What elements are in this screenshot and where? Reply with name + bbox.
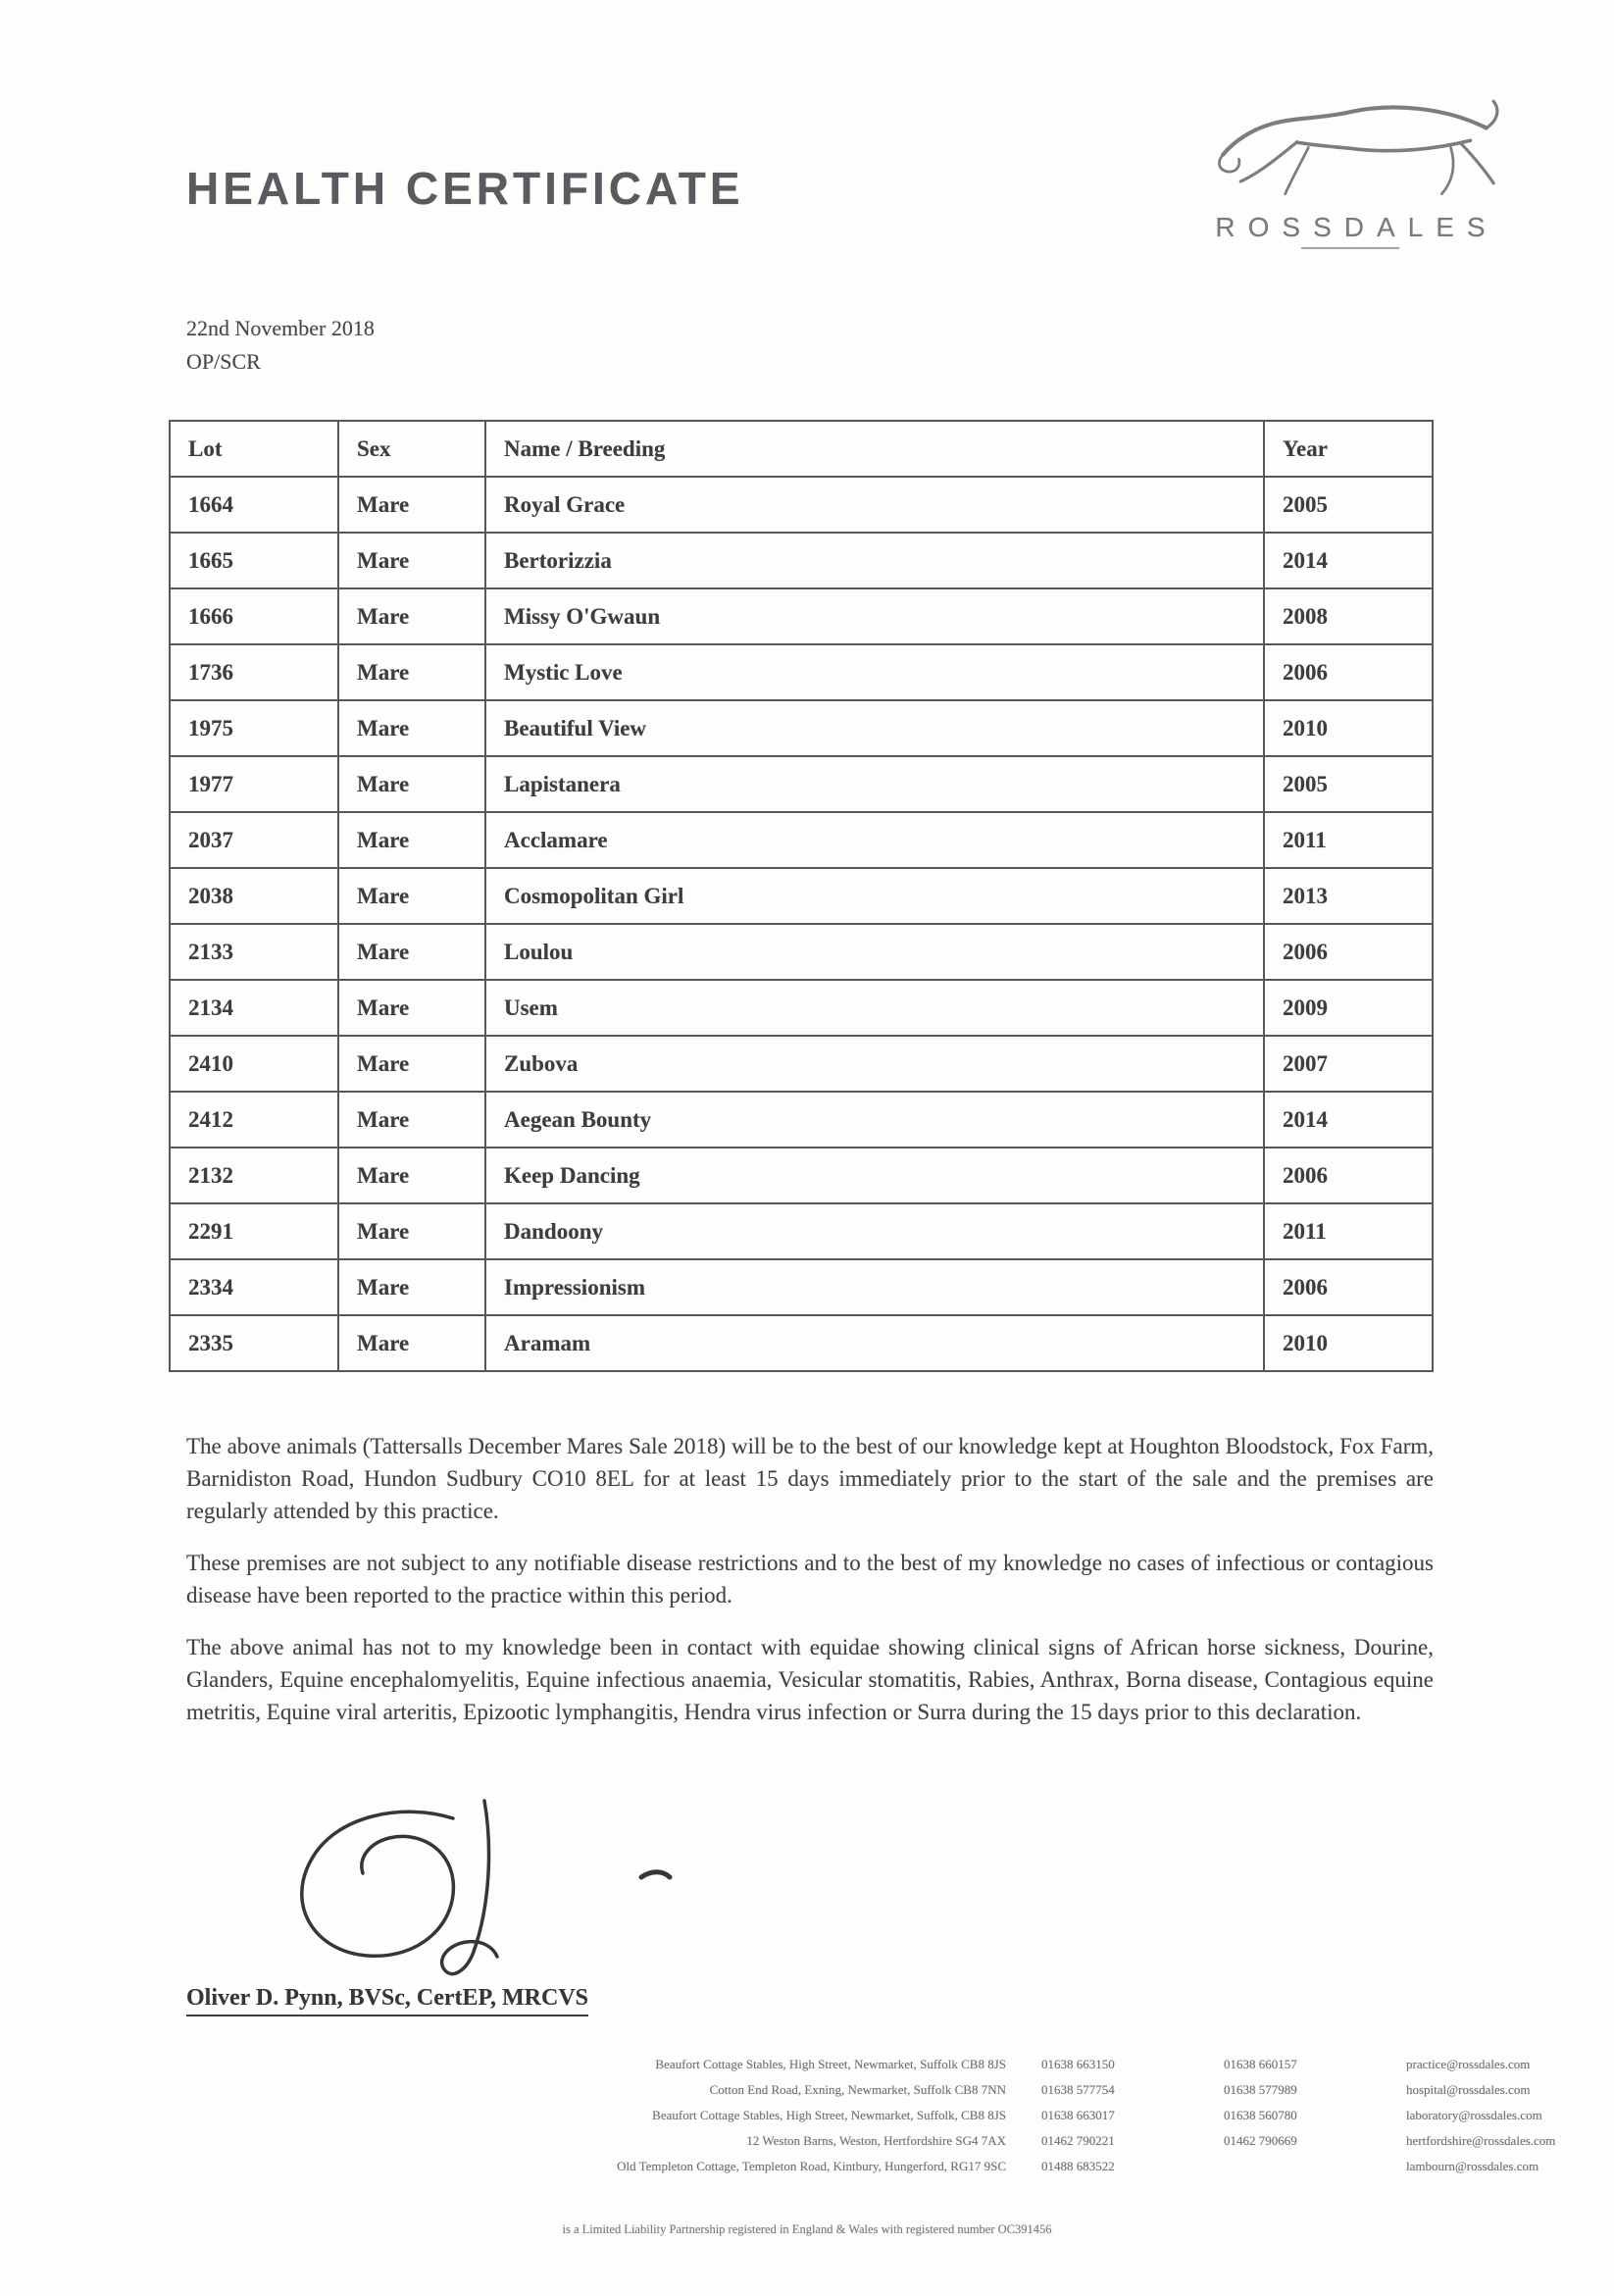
table-cell: 1665 xyxy=(170,533,338,588)
table-cell: Bertorizzia xyxy=(485,533,1264,588)
table-cell: 2013 xyxy=(1264,868,1433,924)
horse-sketch-icon xyxy=(1188,94,1512,210)
table-cell: Dandoony xyxy=(485,1203,1264,1259)
footer-email: practice@rossdales.com xyxy=(1406,2057,1531,2071)
footer-location-row xyxy=(251,2154,1565,2179)
table-cell: Cosmopolitan Girl xyxy=(485,868,1264,924)
footer-fax: 01638 560780 xyxy=(1224,2108,1297,2122)
table-cell: 2007 xyxy=(1264,1036,1433,1092)
column-header-lot: Lot xyxy=(170,421,338,477)
table-cell: 2334 xyxy=(170,1259,338,1315)
table-cell: 2038 xyxy=(170,868,338,924)
table-cell: 1975 xyxy=(170,700,338,756)
footer-telephone: 01488 683522 xyxy=(1041,2159,1115,2173)
table-cell: 2335 xyxy=(170,1315,338,1371)
table-cell: Mare xyxy=(338,812,485,868)
table-cell: 1977 xyxy=(170,756,338,812)
registration-note: is a Limited Liability Partnership registered in England & Wales with registered number OC391456 xyxy=(562,2222,1052,2236)
table-cell: Mystic Love xyxy=(485,644,1264,700)
table-cell: Mare xyxy=(338,1092,485,1148)
table-row xyxy=(170,1259,1433,1315)
table-cell: 2410 xyxy=(170,1036,338,1092)
table-row xyxy=(170,924,1433,980)
table-cell: 2005 xyxy=(1264,477,1433,533)
table-cell: 2412 xyxy=(170,1092,338,1148)
horse-table-body xyxy=(170,477,1433,1371)
page-title: HEALTH CERTIFICATE xyxy=(186,163,744,214)
table-row xyxy=(170,533,1433,588)
table-cell: 2014 xyxy=(1264,1092,1433,1148)
footer-location-row xyxy=(251,2103,1565,2128)
column-header-name-breeding: Name / Breeding xyxy=(485,421,1264,477)
table-cell: Mare xyxy=(338,868,485,924)
table-cell: Mare xyxy=(338,477,485,533)
table-cell: 2006 xyxy=(1264,924,1433,980)
table-row xyxy=(170,477,1433,533)
footer-address: 12 Weston Barns, Weston, Hertfordshire SG4 7AX xyxy=(746,2133,1006,2148)
table-cell: 2037 xyxy=(170,812,338,868)
table-cell: 2005 xyxy=(1264,756,1433,812)
table-cell: 2009 xyxy=(1264,980,1433,1036)
footer-telephone: 01638 663017 xyxy=(1041,2108,1115,2122)
table-cell: 1664 xyxy=(170,477,338,533)
practice-logo xyxy=(1188,94,1512,249)
footer-telephone: 01638 577754 xyxy=(1041,2082,1115,2097)
table-row xyxy=(170,756,1433,812)
footer xyxy=(251,2052,1565,2179)
table-cell: 2132 xyxy=(170,1148,338,1203)
table-cell: Impressionism xyxy=(485,1259,1264,1315)
footer-address: Old Templeton Cottage, Templeton Road, Kintbury, Hungerford, RG17 9SC xyxy=(617,2159,1006,2173)
footer-email: hospital@rossdales.com xyxy=(1406,2082,1531,2097)
table-row xyxy=(170,1203,1433,1259)
table-cell: 1736 xyxy=(170,644,338,700)
table-cell: 2011 xyxy=(1264,1203,1433,1259)
declaration-text xyxy=(186,1430,1434,1728)
certificate-date: 22nd November 2018 xyxy=(186,316,375,340)
table-cell: Loulou xyxy=(485,924,1264,980)
table-cell: 2134 xyxy=(170,980,338,1036)
table-cell: Mare xyxy=(338,1203,485,1259)
table-cell: Mare xyxy=(338,644,485,700)
footer-fax xyxy=(1224,2154,1371,2179)
table-row xyxy=(170,644,1433,700)
table-cell: 2006 xyxy=(1264,644,1433,700)
footer-email: lambourn@rossdales.com xyxy=(1406,2159,1539,2173)
horse-table-header xyxy=(170,421,1433,477)
table-cell: 2010 xyxy=(1264,700,1433,756)
date-block xyxy=(186,312,375,379)
footer-fax: 01638 660157 xyxy=(1224,2057,1297,2071)
footer-email: hertfordshire@rossdales.com xyxy=(1406,2133,1556,2148)
table-cell: Mare xyxy=(338,588,485,644)
certificate-reference: OP/SCR xyxy=(186,349,261,374)
table-cell: Mare xyxy=(338,1148,485,1203)
footer-locations xyxy=(251,2052,1565,2179)
brand-name: ROSSDALES xyxy=(1215,212,1498,242)
footer-fax: 01638 577989 xyxy=(1224,2082,1297,2097)
table-cell: Mare xyxy=(338,533,485,588)
table-cell: 2133 xyxy=(170,924,338,980)
horse-table xyxy=(169,420,1434,1372)
column-header-year: Year xyxy=(1264,421,1433,477)
table-cell: 2014 xyxy=(1264,533,1433,588)
table-cell: Acclamare xyxy=(485,812,1264,868)
footer-telephone: 01462 790221 xyxy=(1041,2133,1115,2148)
table-cell: Usem xyxy=(485,980,1264,1036)
table-cell: Keep Dancing xyxy=(485,1148,1264,1203)
table-cell: Mare xyxy=(338,1315,485,1371)
footer-address: Beaufort Cottage Stables, High Street, Newmarket, Suffolk CB8 8JS xyxy=(655,2057,1006,2071)
table-cell: Missy O'Gwaun xyxy=(485,588,1264,644)
table-cell: Mare xyxy=(338,756,485,812)
table-cell: 2011 xyxy=(1264,812,1433,868)
table-cell: 2010 xyxy=(1264,1315,1433,1371)
table-row xyxy=(170,1036,1433,1092)
table-cell: Aramam xyxy=(485,1315,1264,1371)
table-cell: Zubova xyxy=(485,1036,1264,1092)
table-row xyxy=(170,812,1433,868)
table-cell: Mare xyxy=(338,924,485,980)
header-row xyxy=(170,421,1433,477)
brand-underline xyxy=(1301,247,1399,249)
table-row xyxy=(170,588,1433,644)
signer-name: Oliver D. Pynn, BVSc, CertEP, MRCVS xyxy=(186,1985,588,2016)
table-cell: 2291 xyxy=(170,1203,338,1259)
declaration-paragraph-restrictions: These premises are not subject to any notifiable disease restrictions and to the best of my knowledge no cases of infectious or contagious disease have been reported to the practice within this period. xyxy=(186,1551,1434,1607)
table-row xyxy=(170,868,1433,924)
footer-location-row xyxy=(251,2128,1565,2154)
table-row xyxy=(170,1148,1433,1203)
table-cell: Aegean Bounty xyxy=(485,1092,1264,1148)
table-cell: Beautiful View xyxy=(485,700,1264,756)
handwritten-signature xyxy=(257,1787,679,1983)
table-row xyxy=(170,1315,1433,1371)
table-row xyxy=(170,1092,1433,1148)
table-cell: 2006 xyxy=(1264,1148,1433,1203)
declaration-paragraph-diseases: The above animal has not to my knowledge been in contact with equidae showing clinical signs of African horse sickness, Dourine, Glanders, Equine encephalomyelitis, Equine infectious anaemia, Vesicular stomatitis, Rabies, Anthrax, Borna disease, Contagious equine metritis, Equine viral arteritis, Epizootic lymphangitis, Hendra virus infection or Surra during the 15 days prior to this declaration. xyxy=(186,1635,1434,1724)
table-row xyxy=(170,980,1433,1036)
table-cell: Mare xyxy=(338,980,485,1036)
footer-address: Beaufort Cottage Stables, High Street, Newmarket, Suffolk, CB8 8JS xyxy=(652,2108,1006,2122)
footer-fax: 01462 790669 xyxy=(1224,2133,1297,2148)
table-cell: Mare xyxy=(338,700,485,756)
footer-telephone: 01638 663150 xyxy=(1041,2057,1115,2071)
footer-location-row xyxy=(251,2052,1565,2077)
footer-email: laboratory@rossdales.com xyxy=(1406,2108,1542,2122)
table-cell: Mare xyxy=(338,1259,485,1315)
table-cell: Royal Grace xyxy=(485,477,1264,533)
footer-address: Cotton End Road, Exning, Newmarket, Suffolk CB8 7NN xyxy=(709,2082,1006,2097)
signature-icon xyxy=(257,1787,679,1983)
table-cell: 2006 xyxy=(1264,1259,1433,1315)
footer-location-row xyxy=(251,2077,1565,2103)
table-cell: Mare xyxy=(338,1036,485,1092)
table-cell: 2008 xyxy=(1264,588,1433,644)
column-header-sex: Sex xyxy=(338,421,485,477)
declaration-paragraph-premises: The above animals (Tattersalls December Mares Sale 2018) will be to the best of our knowledge kept at Houghton Bloodstock, Fox Farm, Barnidiston Road, Hundon Sudbury CO10 8EL for at least 15 days immediately prior to the start of the sale and the premises are regularly attended by this practice. xyxy=(186,1434,1434,1523)
table-row xyxy=(170,700,1433,756)
table-cell: Lapistanera xyxy=(485,756,1264,812)
table-cell: 1666 xyxy=(170,588,338,644)
